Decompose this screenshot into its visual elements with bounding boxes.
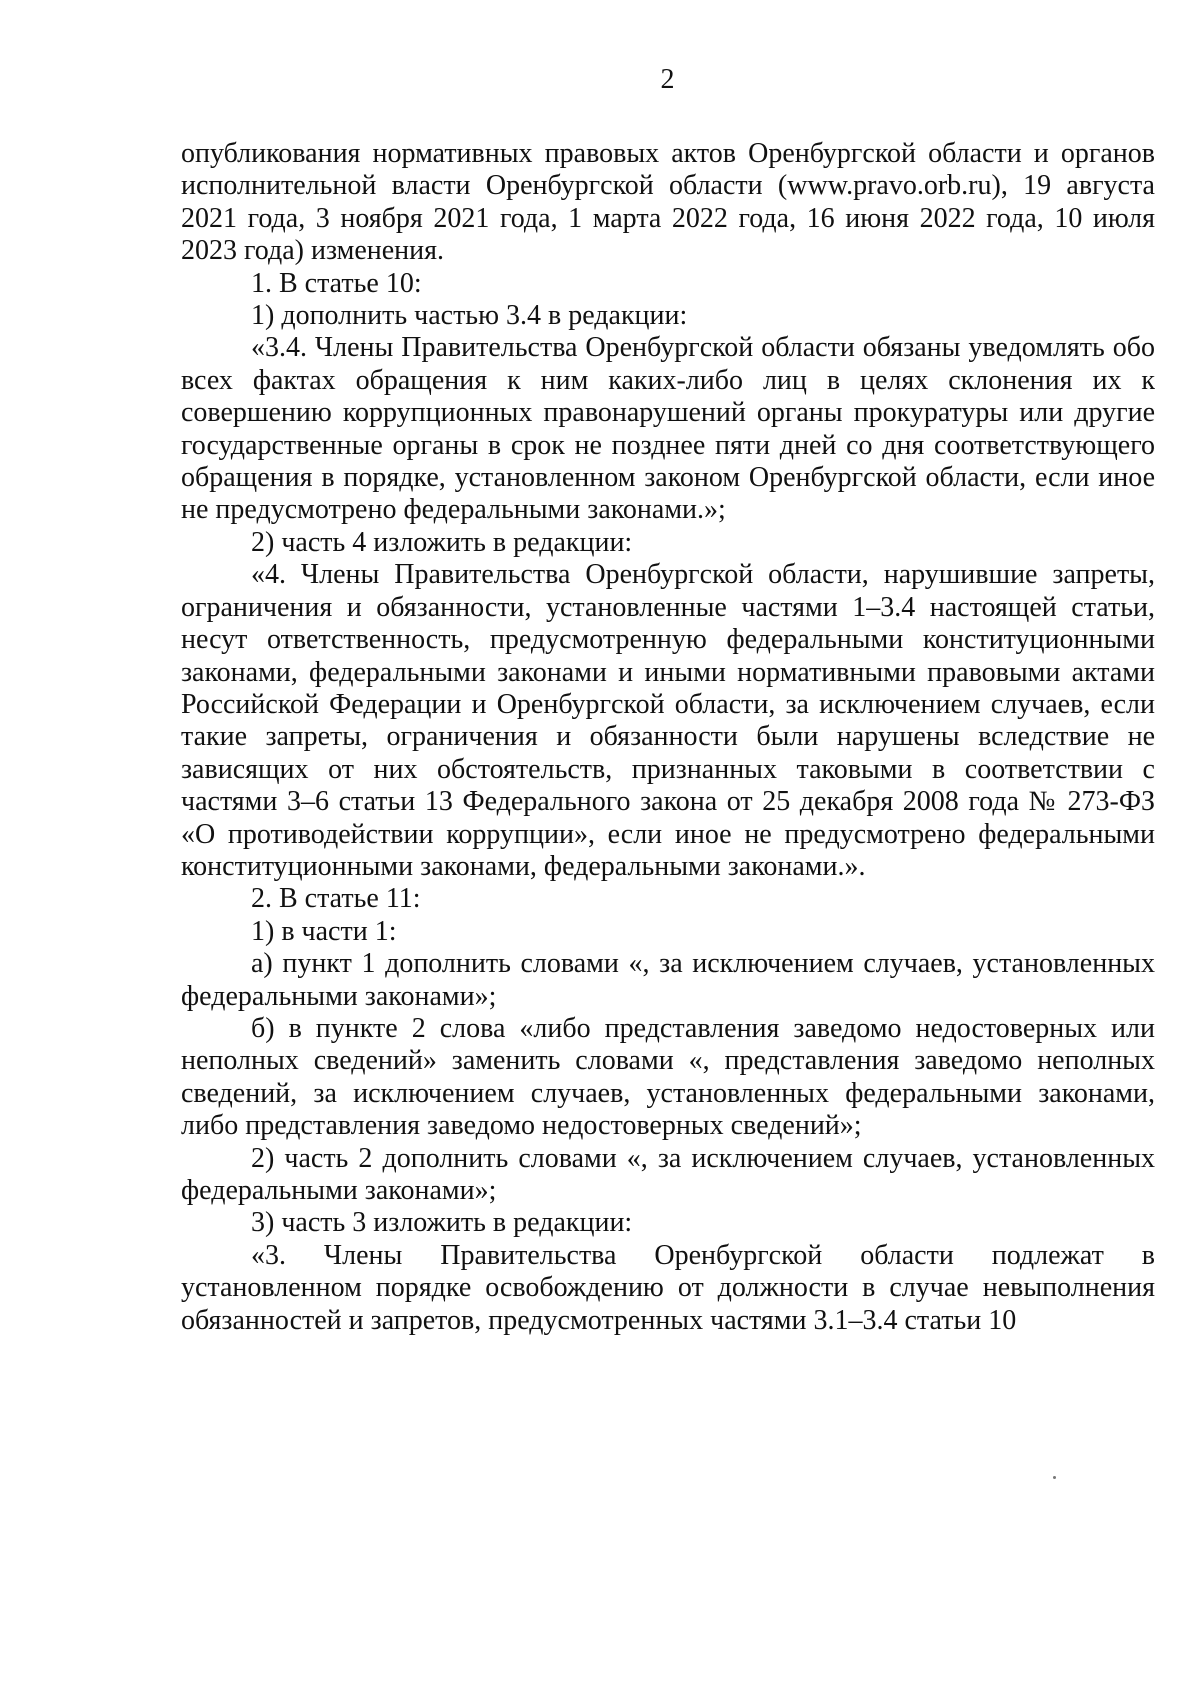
paragraph-part-3-4: «3.4. Члены Правительства Оренбургской области обязаны уведомлять обо всех фактах обращения к ним каких-либо лиц в целях склонения их к совершению коррупционных правонарушений органы прокуратуры или другие государственные органы в срок не позднее пяти дней со дня соответствующего обращения в порядке, установленном законом Оренбургской области, если иное не предусмотрено федеральными законами.»; — [181, 332, 1155, 526]
page-number: 2 — [660, 64, 675, 95]
paragraph-part-4: «4. Члены Правительства Оренбургской области, нарушившие запреты, ограничения и обязанности, установленные частями 1–3.4 настоящей статьи, несут ответственность, предусмотренную федеральными конституционными законами, федеральными законами и иными нормативными правовыми актами Российской Федерации и Оренбургской области, за исключением случаев, если такие запреты, ограничения и обязанности были нарушены вследствие не зависящих от них обстоятельств, признанных таковыми в соответствии с частями 3–6 статьи 13 Федерального закона от 25 декабря 2008 года № 273-ФЗ «О противодействии коррупции», если иное не предусмотрено федеральными конституционными законами, федеральными законами.». — [181, 559, 1155, 882]
paragraph-article-11-heading: 2. В статье 11: — [251, 883, 421, 915]
paragraph-subitem-b: б) в пункте 2 слова «либо представления заведомо недостоверных или неполных сведений» заменить словами «, представления заведомо неполных сведений, за исключением случаев, установленных федеральными законами, либо представления заведомо недостоверных сведений»; — [181, 1012, 1155, 1142]
paragraph-part-2: 2) часть 2 дополнить словами «, за исключением случаев, установленных федеральными законами»; — [181, 1142, 1155, 1206]
paragraph-part-1: 1) в части 1: — [251, 915, 397, 947]
paragraph-item-1: 1) дополнить частью 3.4 в редакции: — [251, 300, 688, 332]
paragraph-item-3: 3) часть 3 изложить в редакции: — [251, 1207, 633, 1239]
document-body — [181, 138, 1155, 1337]
paragraph-subitem-a: а) пункт 1 дополнить словами «, за исключением случаев, установленных федеральными законами»; — [181, 948, 1155, 1012]
paragraph-continuation: опубликования нормативных правовых актов Оренбургской области и органов исполнительной власти Оренбургской области (www.pravo.orb.ru), 19 августа 2021 года, 3 ноября 2021 года, 1 марта 2022 года, 16 июня 2022 года, 10 июля 2023 года) изменения. — [181, 138, 1155, 267]
paragraph-item-2: 2) часть 4 изложить в редакции: — [251, 526, 633, 558]
paragraph-part-3: «3. Члены Правительства Оренбургской области подлежат в установленном порядке освобождению от должности в случае невыполнения обязанностей и запретов, предусмотренных частями 3.1–3.4 статьи 10 — [181, 1239, 1155, 1336]
scan-speck — [1053, 1476, 1056, 1479]
paragraph-article-10-heading: 1. В статье 10: — [251, 267, 422, 299]
